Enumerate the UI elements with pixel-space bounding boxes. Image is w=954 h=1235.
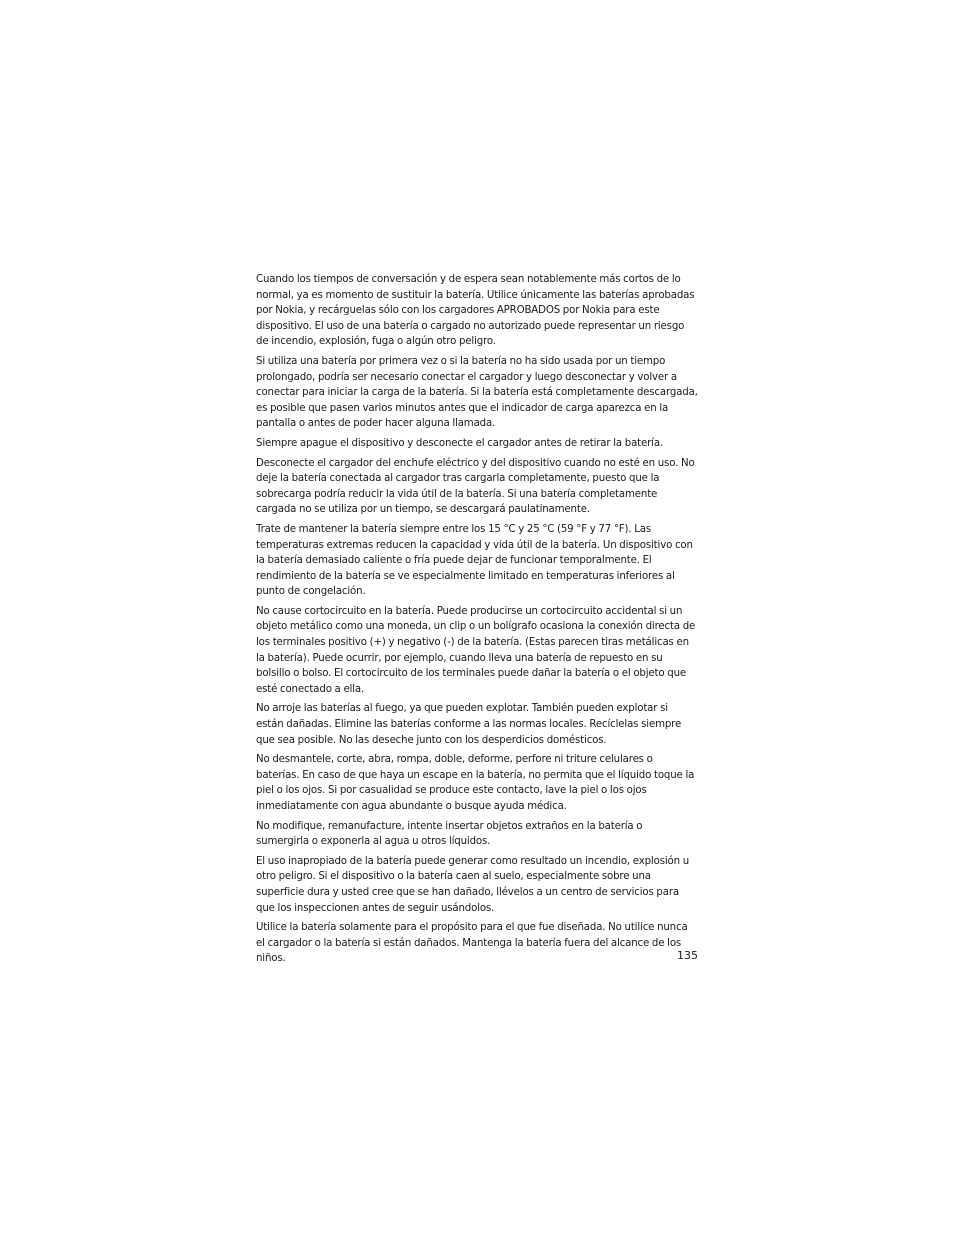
paragraph-fire-disposal: No arroje las baterías al fuego, ya que pueden explotar. También pueden explotar si están dañadas. Elimine las baterías conforme a las normas locales. Recíclelas siempre que sea posible. No las deseche junto con los desperdicios domésticos. bbox=[256, 703, 682, 746]
paragraph-temperature: Trate de mantener la batería siempre entre los 15 °C y 25 °C (59 °F y 77 °F). Las temperaturas extremas reducen la capacidad y vida útil de la batería. Un dispositivo con la batería demasiado caliente o fría puede dejar de funcionar temporalmente. El rendimiento de la batería se ve especialmente limitado en temperaturas inferiores al punto de congelación. bbox=[256, 523, 693, 598]
paragraph-battery-replacement: Cuando los tiempos de conversación y de espera sean notablemente más cortos de lo normal, ya es momento de sustituir la batería. Utilice únicamente las baterías aprobadas por Nokia, y recárguelas sólo con los cargadores APROBADOS por Nokia para este dispositivo. El uso de una batería o cargado no autorizado puede representar un riesgo de incendio, explosión, fuga o algún otro peligro. bbox=[256, 274, 695, 348]
paragraph-intended-use: Utilice la batería solamente para el propósito para el que fue diseñada. No utilice nunca el cargador o la batería si están dañados. Mantenga la batería fuera del alcance de los niños. bbox=[256, 922, 688, 965]
paragraph-first-charge: Si utiliza una batería por primera vez o si la batería no ha sido usada por un tiempo prolongado, podría ser necesario conectar el cargador y luego desconectar y volver a conectar para iniciar la carga de la batería. Si la batería está completamente descargada, es posible que pasen varios minutos antes que el indicador de carga aparezca en la pantalla o antes de poder hacer alguna llamada. bbox=[256, 355, 698, 430]
paragraph-improper-use: El uso inapropiado de la batería puede generar como resultado un incendio, explosión u otro peligro. Si el dispositivo o la batería caen al suelo, especialmente sobre una superficie dura y usted cree que se han dañado, llévelos a un centro de servicios para que los inspeccionen antes de seguir usándolos. bbox=[256, 855, 690, 914]
body-text bbox=[256, 272, 698, 971]
paragraph-switch-off: Siempre apague el dispositivo y desconecte el cargador antes de retirar la batería. bbox=[256, 437, 664, 449]
paragraph-unplug-charger: Desconecte el cargador del enchufe eléctrico y del dispositivo cuando no esté en uso. No deje la batería conectada al cargador tras cargarla completamente, puesto que la sobrecarga podría reducir la vida útil de la batería. Si una batería completamente cargada no se utiliza por un tiempo, se descargará paulatinamente. bbox=[256, 457, 695, 516]
paragraph-dismantle: No desmantele, corte, abra, rompa, doble, deforme, perfore ni triture celulares o baterías. En caso de que haya un escape en la batería, no permita que el líquido toque la piel o los ojos. Si por casualidad se produce este contacto, lave la piel o los ojos inmediatamente con agua abundante o busque ayuda médica. bbox=[256, 754, 695, 812]
paragraph-modify: No modifique, remanufacture, intente insertar objetos extraños en la batería o sumergirla o exponerla al agua u otros líquidos. bbox=[256, 820, 643, 848]
paragraph-short-circuit: No cause cortocircuito en la batería. Puede producirse un cortocircuito accidental si un objeto metálico como una moneda, un clip o un bolígrafo ocasiona la conexión directa de los terminales positivo (+) y negativo (-) de la batería. (Estas parecen tiras metálicas en la batería). Puede ocurrir, por ejemplo, cuando lleva una batería de repuesto en su bolsillo o bolso. El cortocircuito de los terminales puede dañar la batería o el objeto que esté conectado a ella. bbox=[256, 605, 696, 695]
page-number: 135 bbox=[677, 949, 698, 962]
